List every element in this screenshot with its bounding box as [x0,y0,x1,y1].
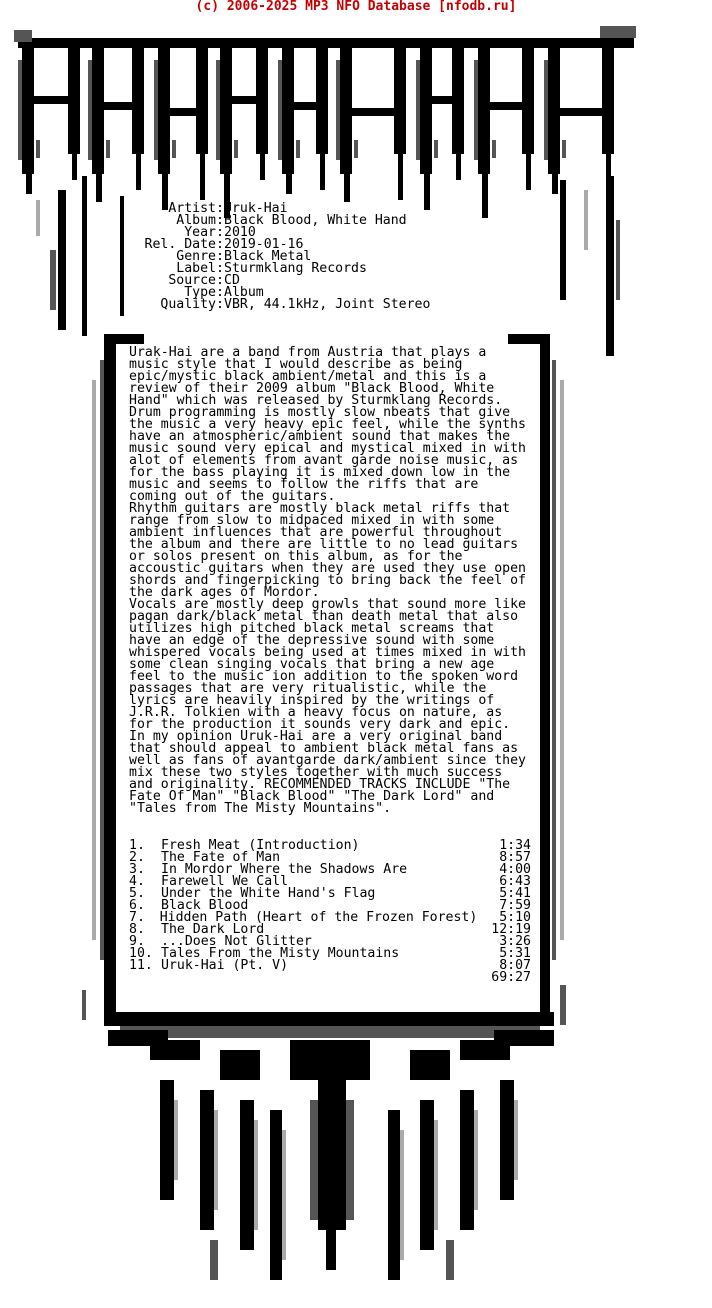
track-rows [129,840,531,972]
review-line: "Tales from The Misty Mountains". [129,801,392,816]
right-frame-drip [560,180,566,300]
review-line: accoustic guitars when they are used they use open [129,561,526,576]
review-line: J.R.R. Tolkien with a heavy focus on nature, as [129,705,503,720]
bottom-leg [388,1110,400,1280]
track-length: 8:57 [499,850,531,865]
metadata-value: Black Metal [224,249,312,264]
track-length: 1:34 [499,838,531,853]
bottom-skull-art [104,1012,554,1280]
bottom-claw [220,1050,260,1080]
track-number: 6. [129,898,145,913]
track-number: 3. [129,862,145,877]
review-line: Drum programming is mostly slow nbeats that give [129,405,511,420]
logo-letter-shade [474,60,478,160]
logo-letter-bar [348,108,398,116]
logo-letter-bar [428,96,456,104]
metadata-label: Artist [168,201,216,216]
metadata-label: Quality [160,297,216,312]
review-line: have an atmospheric/ambient sound that makes the [129,429,511,444]
metadata-colon: : [216,237,224,252]
right-box-dots [560,380,564,940]
bottom-leg-tip [210,1240,218,1280]
logo-drip-shade [36,140,40,158]
track-title: Uruk-Hai (Pt. V) [161,958,289,973]
metadata-label: Genre [176,249,216,264]
track-number: 4. [129,874,145,889]
track-number: 1. [129,838,145,853]
logo-drip-shade [354,140,358,158]
review-line: pagan dark/black metal than death metal that also [129,609,519,624]
logo-letter-bar [166,108,200,116]
bottom-leg [500,1080,514,1200]
metadata-colon: : [216,225,224,240]
track-title: Farewell We Call [161,874,289,889]
review-line: range from slow to midpaced mixed in with some [129,513,495,528]
metadata-label: Label [176,261,216,276]
metadata-row [128,215,430,227]
right-frame-drip [606,176,614,356]
metadata-label: Year [184,225,216,240]
bottom-leg-dots [282,1130,286,1260]
left-box-shade [100,360,104,960]
logo-drip-shade [296,140,300,158]
logo-letter-bar [100,102,136,110]
metadata-row [128,299,430,311]
right-box-shade [552,360,556,960]
review-line: alot of elements from avant garde noise music, as [129,453,519,468]
metadata-colon: : [216,273,224,288]
review-line: some clean singing vocals that bring a new age [129,657,495,672]
logo-drip-shade [492,140,496,158]
bottom-leg-dots [254,1120,258,1230]
review-line: ambient influences that are powerful throughout [129,525,503,540]
metadata-colon: : [216,249,224,264]
track-title: Tales From the Misty Mountains [161,946,400,961]
bottom-leg [420,1100,434,1250]
metadata-colon: : [216,285,224,300]
track-title: Under the White Hand's Flag [161,886,376,901]
review-line: Hand" which was released by Sturmklang Records. [129,393,503,408]
track-number: 2. [129,850,145,865]
review-line: have an edge of the depressive sound with some [129,633,495,648]
review-line: whispered vocals being used at times mixed in with [129,645,526,660]
total-length: 69:27 [491,970,531,985]
left-lower-dots [82,990,86,1020]
left-frame-drip [82,176,87,336]
review-line: In my opinion Uruk-Hai are a very original band [129,729,503,744]
logo-letter-stem [132,44,144,154]
bottom-leg-dots [434,1120,438,1230]
right-frame-shade [616,220,620,300]
logo-letter-stem [602,44,614,154]
logo-drip [526,154,531,190]
gravewish-logo-letters [14,26,636,218]
bottom-leg-dots [174,1100,178,1180]
review-line: utilizes high pitched black metal screams that [129,621,495,636]
review-line: the music a very heavy epic feel, while the synths [129,417,526,432]
review-line: and originality. RECOMMENDED TRACKS INCLUDE "The [129,777,511,792]
logo-top-edge [600,26,636,38]
logo-letter-stem [522,44,534,154]
logo-letter-shade [416,60,420,160]
metadata-label: Album [176,213,216,228]
logo-letter-bar [556,108,606,116]
left-frame-shade [50,250,56,310]
logo-letter-bar [30,96,72,104]
review-line: for the production it sounds very dark and epic. [129,717,511,732]
release-metadata [128,203,430,311]
logo-letter-stem [316,44,328,154]
track-length: 5:41 [499,886,531,901]
metadata-colon: : [216,297,224,312]
left-frame-drip [58,190,66,330]
logo-drip [456,154,461,180]
left-frame-drip [120,196,124,316]
bottom-claw [494,1030,554,1046]
review-line: epic/mystic black ambient/metal and this is a [129,369,487,384]
logo-drip [552,174,558,194]
logo-drip-shade [172,140,176,158]
logo-letter-shade [278,60,282,160]
track-title: ...Does Not Glitter [161,934,312,949]
bottom-spine-shade [346,1100,354,1220]
track-number: 9. [129,934,145,949]
logo-letter-stem [420,44,432,174]
bottom-base-shade [120,1026,540,1038]
logo-letter-stem [394,44,406,154]
review-line: feel to the music ion addition to the spoken word [129,669,519,684]
review-line: Urak-Hai are a band from Austria that plays a [129,345,487,360]
bottom-leg-dots [514,1100,518,1180]
logo-drip [344,174,350,202]
review-line: the dark ages of Mordor. [129,585,320,600]
review-line: lyrics are heavily inspired by the writings of [129,693,495,708]
review-line: music and seems to follow the riffs that are [129,477,479,492]
logo-drip [260,154,265,180]
logo-letter-stem [220,44,232,174]
metadata-value: CD [224,273,240,288]
bottom-claw [410,1050,450,1080]
left-box-dots [92,380,96,940]
track-title: In Mordor Where the Shadows Are [161,862,408,877]
track-length: 8:07 [499,958,531,973]
logo-drip [200,154,205,200]
metadata-colon: : [216,261,224,276]
logo-drip-shade [562,140,566,158]
logo-letter-shade [88,60,92,160]
bottom-leg-dots [214,1110,218,1210]
box-top-left [104,334,144,344]
right-box-border [540,340,550,1020]
nfo-database-header: (c) 2006-2025 MP3 NFO Database [nfodb.ru] [195,0,517,14]
logo-drip [286,174,292,194]
bottom-leg [160,1080,174,1200]
bottom-base [104,1012,554,1026]
metadata-value: Album [224,285,264,300]
review-line: mix these two styles together with much success [129,765,503,780]
logo-letter-bar [228,96,260,104]
review-line: review of their 2009 album "Black Blood, White [129,381,495,396]
review-line: coming out of the guitars. [129,489,336,504]
metadata-value: Uruk-Hai [224,201,288,216]
bottom-leg [200,1090,214,1230]
track-length: 7:59 [499,898,531,913]
track-length: 12:19 [491,922,531,937]
logo-letter-bar [290,102,320,110]
bottom-spine [318,1060,346,1230]
track-length: 4:00 [499,862,531,877]
tracklist [129,840,531,984]
track-title: The Dark Lord [161,922,265,937]
metadata-colon: : [216,201,224,216]
review-line: or solos present on this album, as for the [129,549,463,564]
bottom-leg-dots [474,1110,478,1210]
bottom-leg [270,1110,282,1280]
metadata-colon: : [216,213,224,228]
metadata-row [128,275,430,287]
track-length: 5:10 [499,910,531,925]
track-number: 8. [129,922,145,937]
logo-drip [96,174,102,202]
review-line: passages that are very ritualistic, while the [129,681,487,696]
bottom-claw [150,1040,200,1060]
logo-top-edge [14,30,32,42]
metadata-label: Type [184,285,216,300]
bottom-spine-shade [310,1100,318,1220]
metadata-value: 2010 [224,225,256,240]
left-box-border [104,340,116,1020]
track-number: 11. [129,958,153,973]
review-line: music sound very epical and mystical mixed in with [129,441,526,456]
logo-letter-shade [544,60,548,160]
right-frame-dots [584,190,588,250]
logo-drip [72,154,77,180]
bottom-leg [460,1090,474,1230]
metadata-value: 2019-01-16 [224,237,304,252]
album-review [129,347,539,815]
track-number: 7. [129,910,145,925]
track-title: Black Blood [161,898,249,913]
bottom-leg [240,1100,254,1250]
review-line: music style that I would describe as being [129,357,463,372]
review-line: Rhythm guitars are mostly black metal riffs that [129,501,511,516]
review-line: Fate Of Man" "Black Blood" "The Dark Lord" and [129,789,495,804]
logo-drip-shade [234,140,238,158]
bottom-leg-dots [400,1130,404,1260]
bottom-spine-tip [326,1230,336,1270]
right-lower-dots [560,985,566,1025]
track-length: 6:43 [499,874,531,889]
review-line: shords and fingerpicking to bring back the feel of [129,573,526,588]
track-title: The Fate of Man [161,850,281,865]
track-number: 5. [129,886,145,901]
logo-drip [136,154,141,190]
track-length: 3:26 [499,934,531,949]
review-line: Vocals are mostly deep growls that sound more like [129,597,526,612]
logo-letter-shade [336,60,340,160]
metadata-label: Source [168,273,216,288]
review-line: for the bass playing it is mixed down low in the [129,465,511,480]
metadata-value: Sturmklang Records [224,261,367,276]
logo-drip [482,174,488,218]
track-row [129,960,531,972]
logo-drip [26,174,32,194]
metadata-value: VBR, 44.1kHz, Joint Stereo [224,297,431,312]
logo-drip [320,154,325,190]
review-line: the album and there are little to no lead guitars [129,537,519,552]
logo-drip [398,154,403,200]
track-number: 10. [129,946,153,961]
logo-letter-stem [196,44,208,154]
track-title: Hidden Path (Heart of the Frozen Forest) [159,910,478,925]
track-title: Fresh Meat (Introduction) [161,838,360,853]
logo-letter-shade [18,60,22,160]
left-frame-dots [36,200,40,236]
logo-letter-shade [154,60,158,160]
review-line: that should appeal to ambient black metal fans as [129,741,519,756]
bottom-leg-tip [446,1240,454,1280]
review-line: well as fans of avantgarde dark/ambient since they [129,753,526,768]
track-length: 5:31 [499,946,531,961]
box-top-right [508,334,550,344]
logo-letter-stem [22,44,34,174]
logo-letter-shade [216,60,220,160]
logo-drip-shade [106,140,110,158]
metadata-label: Rel. Date [144,237,216,252]
metadata-value: Black Blood, White Hand [224,213,407,228]
logo-drip-shade [434,140,438,158]
logo-letter-bar [486,102,526,110]
